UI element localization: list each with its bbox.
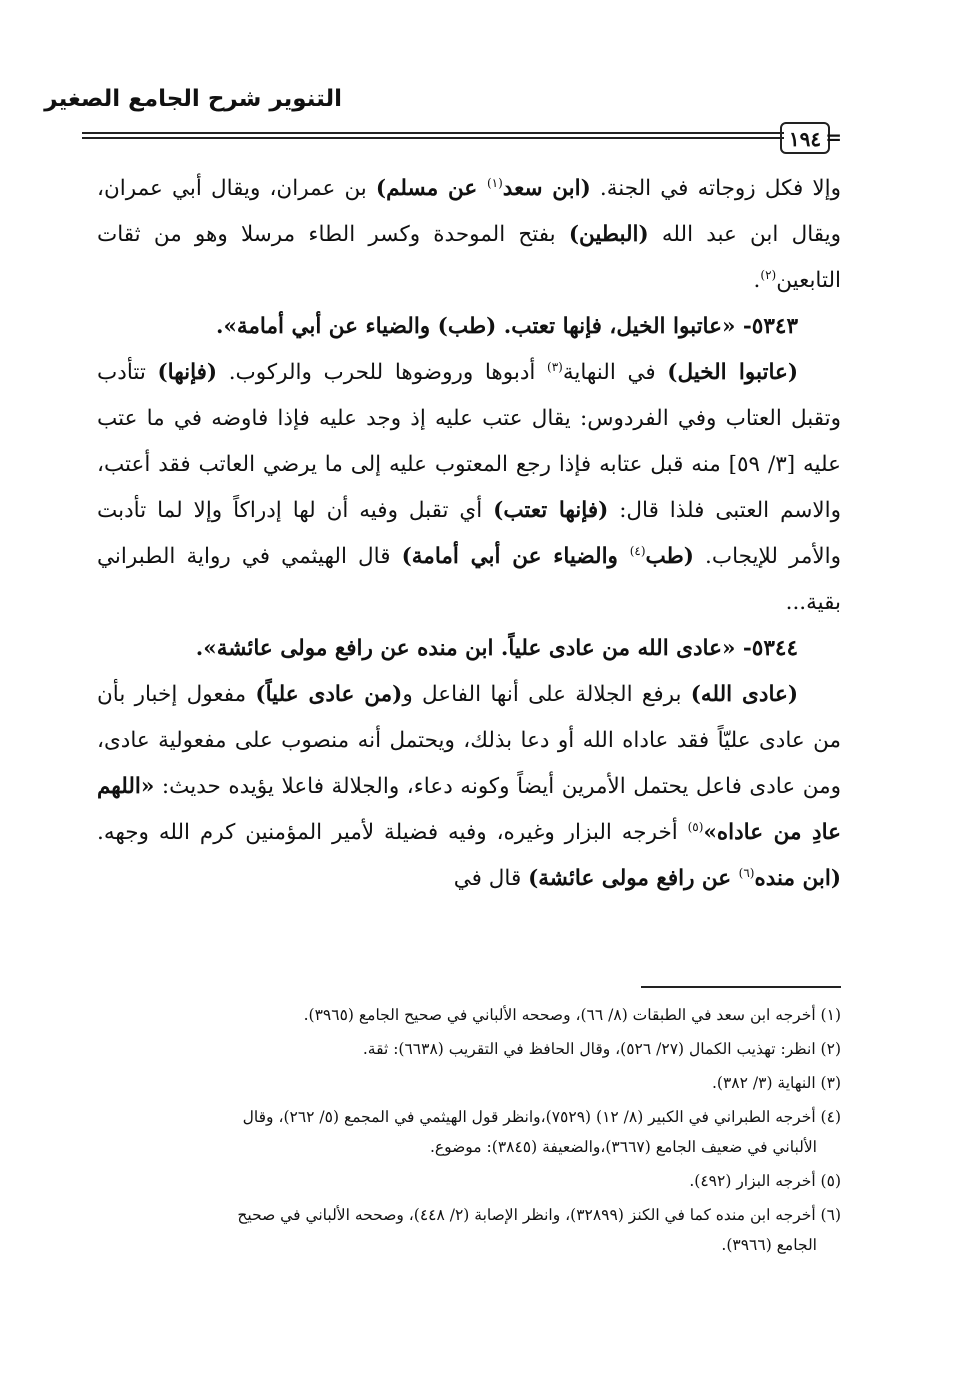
bold-text: عن رافع مولى عائشة) <box>528 866 739 891</box>
text: قال في <box>453 866 529 891</box>
footnote-line: الجامع (٣٩٦٦). <box>721 1236 817 1254</box>
paragraph <box>97 166 841 304</box>
bold-text: (البطين) <box>568 222 649 247</box>
footnote <box>97 1200 841 1260</box>
text: مفعول إخبار بأن من عادى عليّاً فقد عاداه الله أو دعا بذلك، ويحتمل أنه منصوب على مفعولية عادى، ومن عادى فاعل يحتمل الأمرين أيضاً وكونه دعاء، والجلالة فاعلا يؤيده حديث: <box>97 682 841 799</box>
footnote-ref: (٣) <box>547 359 563 374</box>
text: أي تقبل وفيه أن لها إدراكاً وإلا لما تأدبت والأمر للإيجاب. <box>97 498 842 569</box>
footnote: (٣) النهاية (٣/ ٣٨٢). <box>712 1074 841 1092</box>
bold-text: (من عادى علياً) <box>255 682 403 707</box>
footnote-ref: (٥) <box>687 819 704 834</box>
page-number: ١٩٤ <box>780 122 830 154</box>
hadith-heading: ٥٣٤٤- «عادى الله من عادى علياً. ابن منده عن رافع مولى عائشة». <box>195 636 798 661</box>
bold-text: عن مسلم) <box>375 176 487 201</box>
footnote-line: (٤) أخرجه الطبراني في الكبير (٨/ ١٢) (٧٥٢٩)،وانظر قول الهيثمي في المجمع (٥/ ٢٦٢)، وقال <box>242 1108 841 1126</box>
footnote-line: (٦) أخرجه ابن منده كما في الكنز (٣٢٨٩٩)، وانظر الإصابة (٢/ ٤٤٨)، وصححه الألباني في صحيح <box>237 1206 841 1224</box>
text: أخرجه البزار وغيره، وفيه فضيلة لأمير المؤمنين كرم الله وجهه. <box>97 820 688 845</box>
bold-text: (عادى الله) <box>690 682 798 707</box>
footnote <box>97 1102 841 1162</box>
footnote: (٥) أخرجه البزار (٤٩٢). <box>689 1172 841 1190</box>
hadith-heading: ٥٣٤٣- «عاتبوا الخيل، فإنها تعتب. (طب) والضياء عن أبي أمامة». <box>215 314 798 339</box>
running-header-title: التنوير شرح الجامع الصغير <box>44 86 342 112</box>
bold-text: (ابن منده <box>754 866 841 891</box>
edge-mark: = <box>825 125 842 149</box>
footnote-ref: (٦) <box>738 865 755 880</box>
footnote: (٢) انظر: تهذيب الكمال (٢٧/ ٥٢٦)، وقال الحافظ في التقريب (٦٦٣٨): ثقة. <box>362 1040 841 1058</box>
footnote: (١) أخرجه ابن سعد في الطبقات (٨/ ٦٦)، وصححه الألباني في صحيح الجامع (٣٩٦٥). <box>303 1006 841 1024</box>
bold-text: (ابن سعد <box>502 176 591 201</box>
header-rule <box>82 122 842 160</box>
bold-text: «اللهم عادِ من عاداه» <box>97 774 841 845</box>
text: أدبوها وروضوها للحرب والركوب. <box>217 360 547 385</box>
bold-text: والضياء عن أبي أمامة) <box>401 544 630 569</box>
text: . <box>753 268 761 293</box>
paragraph <box>97 350 841 626</box>
footnote-ref: (٢) <box>760 267 777 282</box>
text: بفتح الموحدة وكسر الطاء مرسلا وهو من ثقات التابعين <box>97 222 841 293</box>
footnote-ref: (١) <box>486 175 503 190</box>
text: بن عمران، ويقال أبي عمران، ويقال ابن عبد الله <box>97 176 841 247</box>
header-rule-line <box>82 137 784 139</box>
text: برفع الجلالة على أنها الفاعل و <box>402 682 691 707</box>
footnote-line: الألباني في ضعيف الجامع (٣٦٦٧)،والضعيفة (٣٨٤٥): موضوع. <box>429 1138 817 1156</box>
bold-text: (طب <box>645 544 694 569</box>
text: في النهاية <box>562 360 668 385</box>
footnote-separator <box>641 986 841 988</box>
footnote-ref: (٤) <box>629 543 646 558</box>
main-text <box>97 166 841 902</box>
text: تتأدب وتقبل العتاب وفي الفردوس: يقال عتب عليه إذ وجد عليه فإذا فاوضه في ما عتب عليه [٣/ ٥٩] منه قبل عتابه فإذا رجع المعتوب عليه إلى ما يرضي العاتب فقد أعتب، والاسم العتبى فلذا قال: <box>97 360 842 523</box>
bold-text: (فإنها) <box>157 360 218 385</box>
paragraph <box>97 672 841 902</box>
text: قال الهيثمي في رواية الطبراني بقية... <box>97 544 841 615</box>
text: وإلا فكل زوجاته في الجنة. <box>590 176 841 201</box>
footnotes <box>97 1000 841 1264</box>
bold-text: (عاتبوا الخيل) <box>667 360 798 385</box>
header-rule-line <box>82 132 784 134</box>
bold-text: (فإنها تعتب) <box>493 498 609 523</box>
